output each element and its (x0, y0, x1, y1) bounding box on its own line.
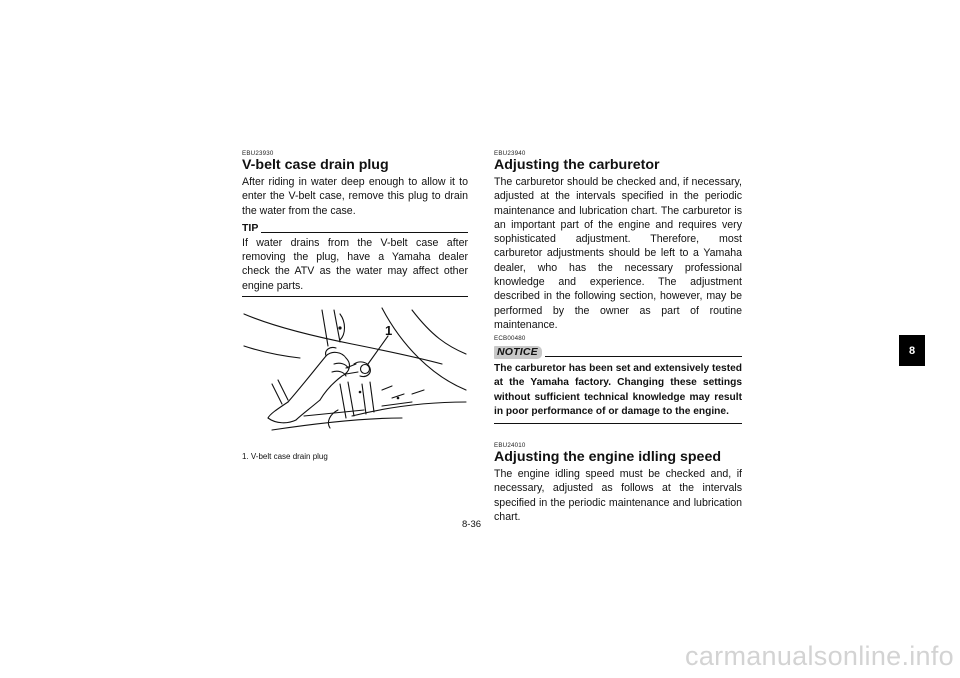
notice-label: NOTICE (494, 346, 542, 359)
section-heading: Adjusting the engine idling speed (494, 449, 722, 466)
page-number: 8-36 (462, 519, 482, 530)
section-code: EBU23930 (242, 150, 274, 157)
section-body: After riding in water deep enough to allow it to enter the V-belt case, remove this plug to drain the water from the case. (242, 176, 468, 217)
notice-rule (545, 356, 742, 357)
illustration-drawing (242, 306, 468, 444)
tip-end-rule (242, 296, 468, 297)
idling-section (494, 442, 742, 524)
notice-code: ECB00480 (494, 335, 526, 343)
section-code: EBU24010 (494, 442, 526, 450)
tip-rule (261, 232, 468, 233)
tip-body: If water drains from the V-belt case after removing the plug, have a Yamaha dealer check the ATV as the water may affect other engine parts. (242, 236, 468, 292)
chapter-tab: 8 (899, 335, 925, 366)
section-heading: V-belt case drain plug (242, 157, 389, 173)
notice-header (494, 345, 742, 359)
tip-box (242, 221, 468, 297)
section-heading: Adjusting the carburetor (494, 157, 660, 173)
watermark: carmanualsonline.info (685, 641, 954, 671)
right-column (494, 150, 742, 524)
section-body: The carburetor should be checked and, if necessary, adjusted at the intervals specified in the periodic maintenance and lubrication chart. The carburetor is an important part of the engine and requires very sophisticated adjustment. Therefore, most carburetor adjustments should be left to a Yamaha dealer, who has the necessary professional knowledge and experience. The adjustment described in the following section, however, may be performed by the owner as part of routine maintenance. (494, 176, 742, 331)
section-code: EBU23940 (494, 150, 526, 157)
figure-caption: 1. V-belt case drain plug (242, 452, 328, 462)
notice-end-rule (494, 423, 742, 424)
tip-header (242, 221, 468, 234)
notice-body: The carburetor has been set and extensively tested at the Yamaha factory. Changing these settings without sufficient technical knowledge may result in poor performance of or damage to the engine. (494, 363, 742, 417)
figure-callout: 1 (385, 323, 393, 339)
tip-label: TIP (242, 221, 259, 234)
left-column (242, 150, 468, 462)
drain-plug-illustration (242, 306, 468, 444)
section-body: The engine idling speed must be checked and, if necessary, adjusted as follows at the intervals specified in the periodic maintenance and lubrication chart. (494, 468, 742, 523)
